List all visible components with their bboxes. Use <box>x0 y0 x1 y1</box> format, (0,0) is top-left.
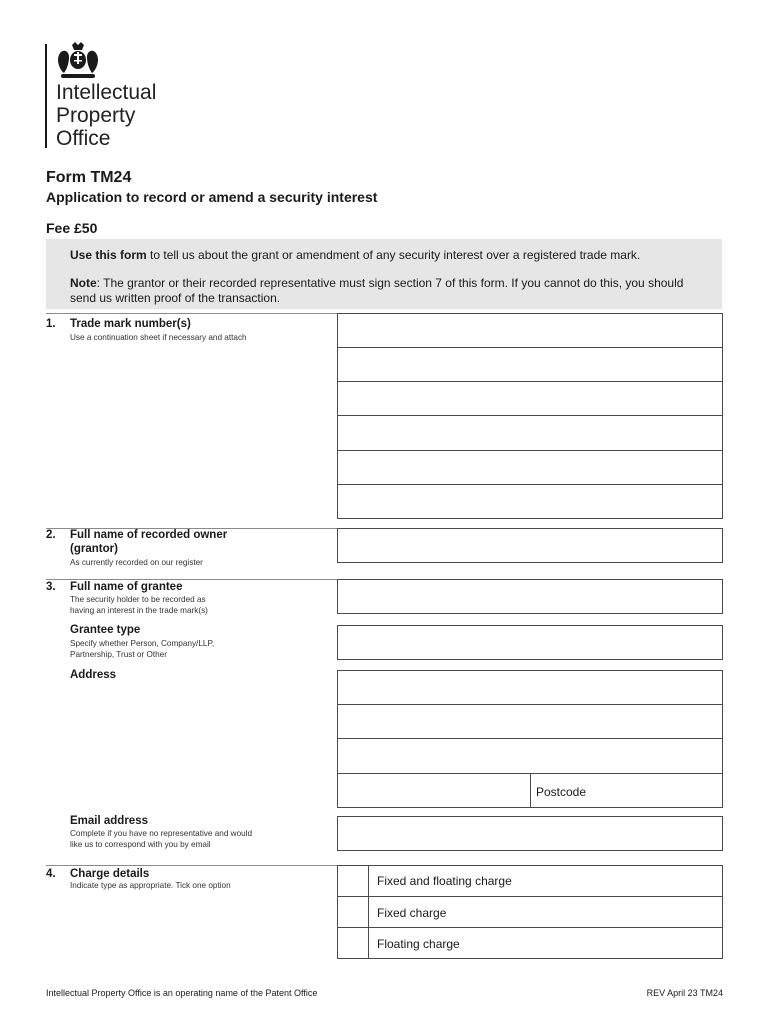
trade-mark-number-field-3[interactable] <box>337 381 723 416</box>
logo-bar <box>45 44 47 148</box>
footer-left-text: Intellectual Property Office is an operating name of the Patent Office <box>46 988 318 998</box>
section-3-label: Full name of grantee <box>70 581 183 593</box>
fixed-charge-checkbox[interactable] <box>337 896 369 928</box>
section-4-help: Indicate type as appropriate. Tick one option <box>70 881 231 890</box>
section-2-label-line1: Full name of recorded owner <box>70 529 228 541</box>
fee-label: Fee £50 <box>46 220 98 236</box>
postcode-field[interactable] <box>530 773 723 808</box>
trade-mark-number-field-6[interactable] <box>337 484 723 519</box>
email-label: Email address <box>70 815 148 827</box>
charge-option-row <box>368 865 723 897</box>
section-4-label: Charge details <box>70 868 150 880</box>
email-help-line2: like us to correspond with you by email <box>70 840 211 849</box>
address-line-4-field[interactable] <box>337 773 531 808</box>
section-3-help-line2: having an interest in the trade mark(s) <box>70 606 208 615</box>
section-1-label: Trade mark number(s) <box>70 318 191 330</box>
grantee-type-help-line1: Specify whether Person, Company/LLP, <box>70 639 215 648</box>
section-1-help: Use a continuation sheet if necessary and attach <box>70 333 247 342</box>
email-help-line1: Complete if you have no representative and would <box>70 829 253 838</box>
grantee-name-field[interactable] <box>337 579 723 614</box>
trade-mark-number-field-1[interactable] <box>337 313 723 348</box>
postcode-label: Postcode <box>536 785 587 799</box>
address-line-3-field[interactable] <box>337 738 723 773</box>
floating-charge-checkbox[interactable] <box>337 927 369 959</box>
charge-option-row <box>368 927 723 959</box>
notice-box <box>46 239 722 309</box>
charge-option-row <box>368 896 723 928</box>
section-2-help: As currently recorded on our register <box>70 558 203 567</box>
form-subtitle: Application to record or amend a security interest <box>46 189 378 205</box>
section-2-label-line2: (grantor) <box>70 543 118 555</box>
logo-wordmark: Intellectual Property Office <box>56 81 157 150</box>
fixed-charge-label: Fixed charge <box>377 906 447 920</box>
address-label: Address <box>70 669 117 681</box>
footer-revision: REV April 23 TM24 <box>646 988 723 998</box>
email-address-field[interactable] <box>337 816 723 851</box>
section-3-number: 3. <box>46 581 56 593</box>
notice-use-text: Use this form to tell us about the grant or amendment of any security interest over a registered trade mark. <box>70 248 641 262</box>
section-1-number: 1. <box>46 318 56 330</box>
section-divider <box>46 865 337 866</box>
address-line-2-field[interactable] <box>337 704 723 739</box>
notice-note-text: Note: The grantor or their recorded representative must sign section 7 of this form. If you cannot do this, you should send us written proof of the transaction. <box>70 276 684 305</box>
grantee-type-field[interactable] <box>337 625 723 660</box>
fixed-and-floating-charge-checkbox[interactable] <box>337 865 369 897</box>
recorded-owner-name-field[interactable] <box>337 528 723 563</box>
grantee-type-label: Grantee type <box>70 624 141 636</box>
royal-crest-icon <box>55 42 101 80</box>
address-line-1-field[interactable] <box>337 670 723 705</box>
fixed-and-floating-charge-label: Fixed and floating charge <box>377 874 512 888</box>
trade-mark-number-field-2[interactable] <box>337 347 723 382</box>
floating-charge-label: Floating charge <box>377 937 460 951</box>
trade-mark-number-field-4[interactable] <box>337 415 723 450</box>
section-2-number: 2. <box>46 529 56 541</box>
form-title: Form TM24 <box>46 169 132 186</box>
grantee-type-help-line2: Partnership, Trust or Other <box>70 650 167 659</box>
section-divider <box>46 579 337 580</box>
section-4-number: 4. <box>46 868 56 880</box>
trade-mark-number-field-5[interactable] <box>337 450 723 485</box>
section-3-help-line1: The security holder to be recorded as <box>70 595 206 604</box>
section-divider <box>46 313 337 314</box>
